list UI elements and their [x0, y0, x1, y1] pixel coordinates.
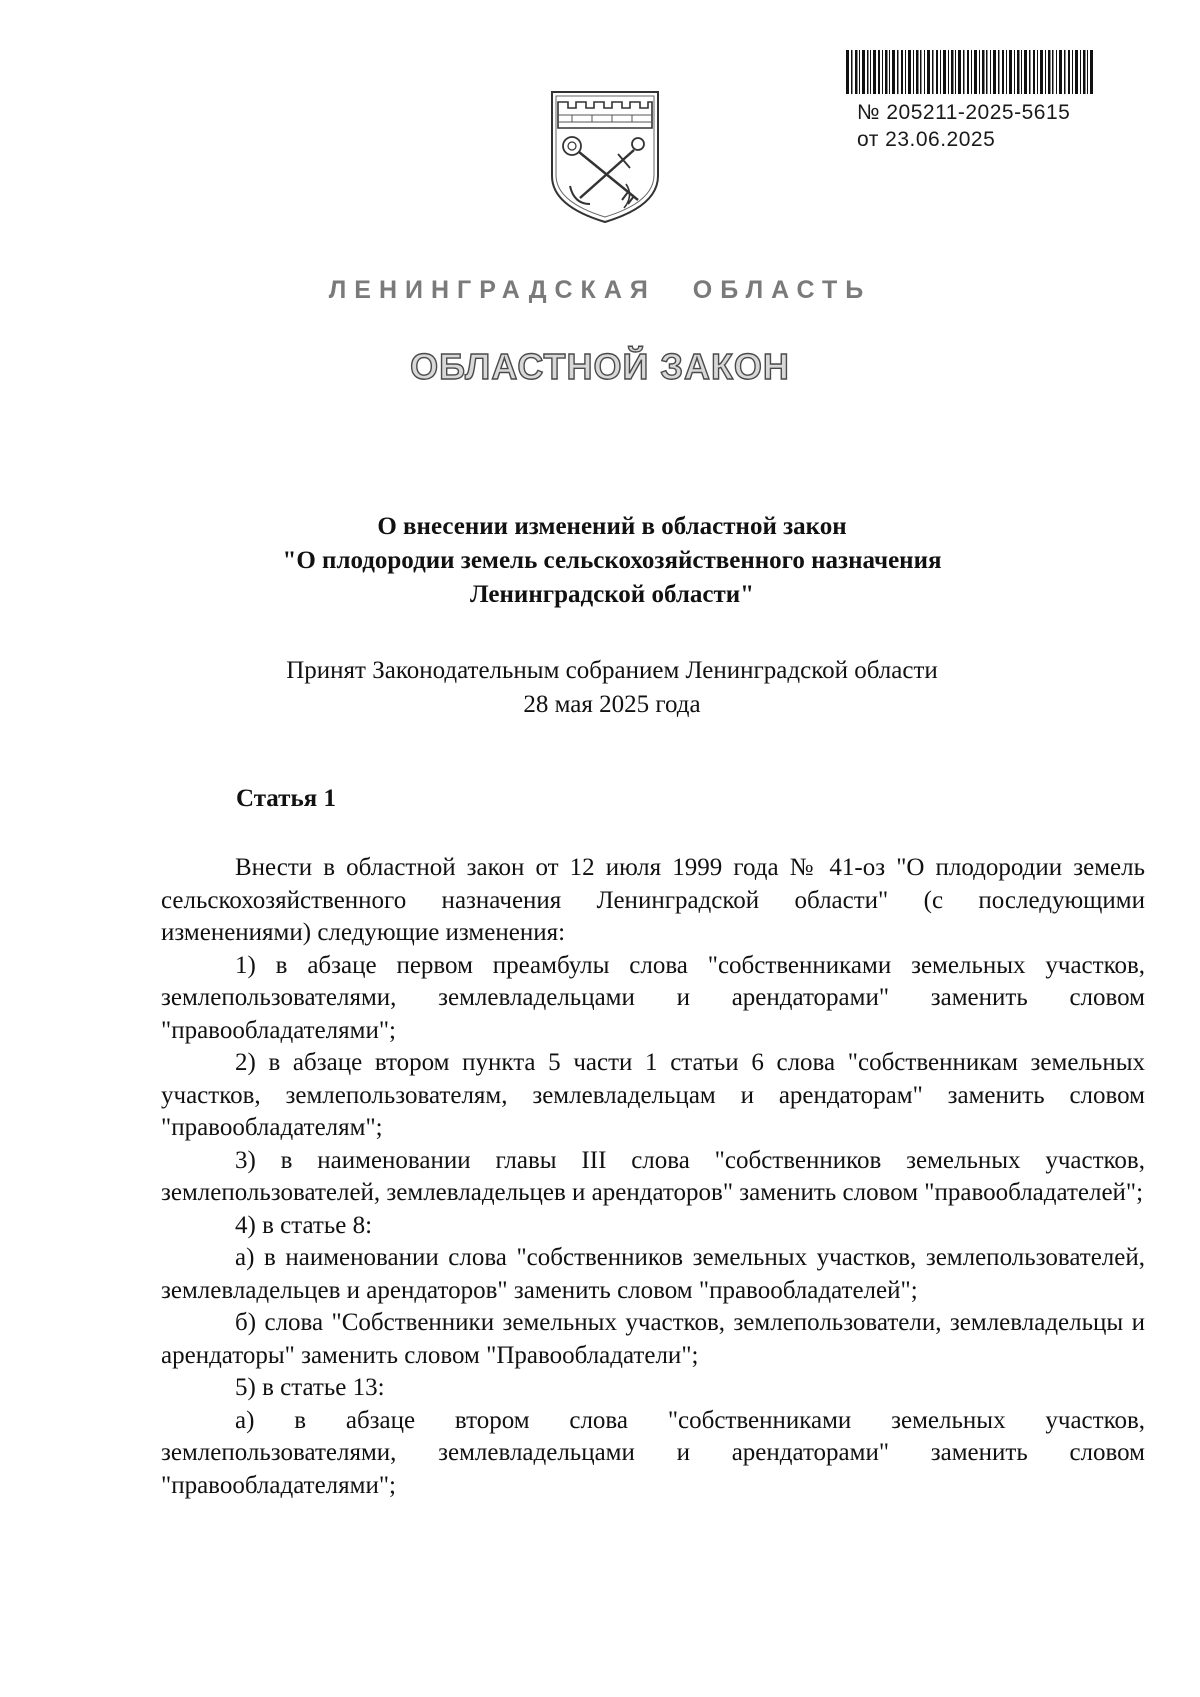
region-name: ЛЕНИНГРАДСКАЯ ОБЛАСТЬ: [328, 276, 872, 304]
article-heading: Статья 1: [236, 785, 336, 812]
law-title-line: "О плодородии земель сельскохозяйственного назначения: [282, 547, 942, 574]
article-paragraph: а) в абзаце втором слова "собственниками земельных участков, землепользователями, землевладельцами и арендаторами" заменить словом "правообладателями";: [161, 1406, 1145, 1499]
law-title-line: Ленинградской области": [469, 581, 755, 608]
article-paragraph: 5) в статье 13:: [235, 1374, 385, 1401]
coat-of-arms-emblem: [548, 88, 662, 226]
registration-date: от 23.06.2025: [857, 128, 996, 151]
adoption-date: 28 мая 2025 года: [523, 691, 701, 718]
article-paragraph: 1) в абзаце первом преамбулы слова "собственниками земельных участков, землепользователями, землевладельцами и арендаторами" заменить словом "правообладателями";: [161, 951, 1145, 1044]
adoption-body: Принят Законодательным собранием Ленинградской области: [286, 657, 938, 684]
article-body: [161, 852, 1145, 1502]
law-type-heading: ОБЛАСТНОЙ ЗАКОН: [410, 346, 790, 387]
law-title-line: О внесении изменений в областной закон: [377, 513, 847, 540]
article-paragraph: 3) в наименовании главы III слова "собственников земельных участков, землепользователей, землевладельцев и арендаторов" заменить словом "правообладателей";: [161, 1146, 1145, 1206]
law-title: [120, 510, 1104, 612]
article-paragraph: 2) в абзаце втором пункта 5 части 1 статьи 6 слова "собственникам земельных участков, землепользователям, землевладельцам и арендаторам" заменить словом "правообладателям";: [161, 1049, 1145, 1141]
article-paragraph: Внести в областной закон от 12 июля 1999 года № 41-оз "О плодородии земель сельскохозяйственного назначения Ленинградской области" (с последующими изменениями) следующие изменения:: [161, 854, 1145, 946]
article-paragraph: а) в наименовании слова "собственников земельных участков, землепользователей, землевладельцев и арендаторов" заменить словом "правообладателей";: [161, 1244, 1145, 1304]
article-paragraph: б) слова "Собственники земельных участков, землепользователи, землевладельцы и арендаторы" заменить словом "Правообладатели";: [161, 1309, 1145, 1369]
registration-number: № 205211-2025-5615: [857, 101, 1071, 124]
article-paragraph: 4) в статье 8:: [235, 1211, 373, 1239]
barcode: [846, 50, 1096, 94]
adoption-note: [120, 654, 1104, 722]
